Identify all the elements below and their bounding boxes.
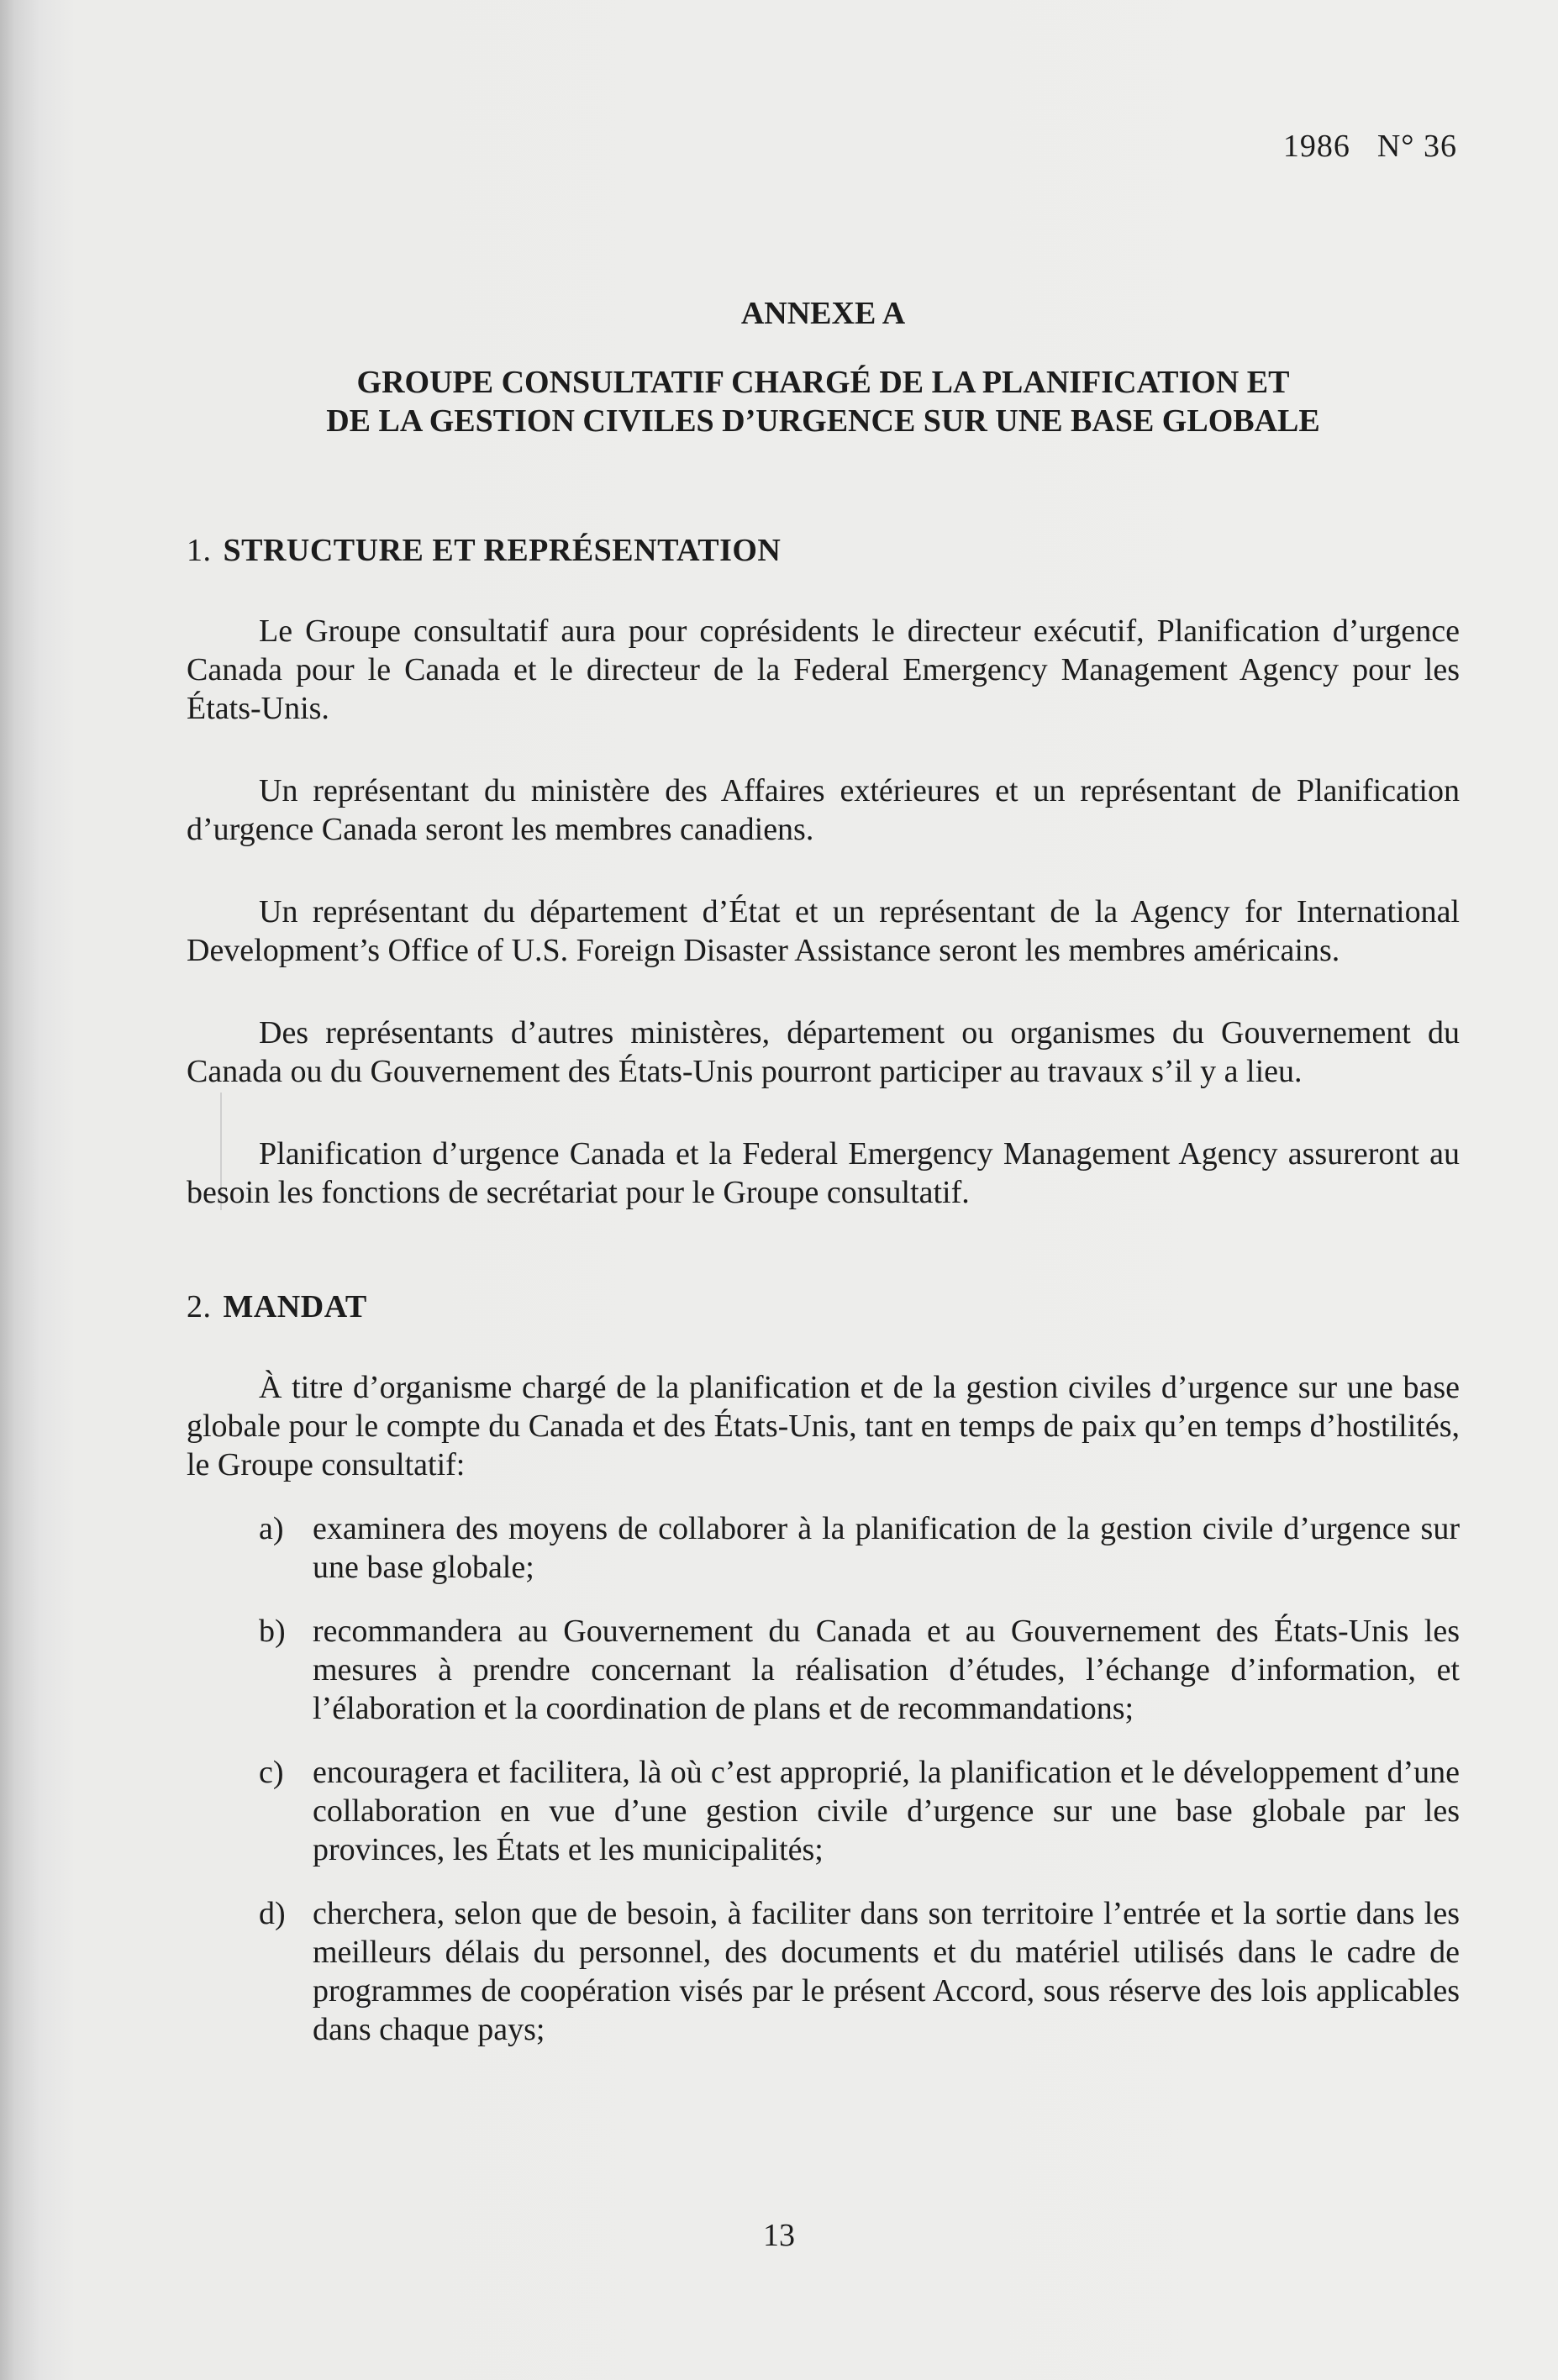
section-1-paragraph: Des représentants d’autres ministères, département ou organismes du Gouvernement du Canada ou du Gouvernement des États-Unis pourront participer au travaux s’il y a lieu. (187, 1015, 1460, 1089)
section-1-paragraph: Planification d’urgence Canada et la Federal Emergency Management Agency assureront au besoin les fonctions de secrétariat pour le Groupe consultatif. (187, 1136, 1460, 1210)
list-item (187, 1509, 1460, 1587)
list-item-text: cherchera, selon que de besoin, à faciliter dans son territoire l’entrée et la sortie dans les meilleurs délais du personnel, des documents et du matériel utilisés dans le cadre de programmes de coopération visés par le présent Accord, sous réserve des lois applicables dans chaque pays; (313, 1896, 1460, 2047)
annex-title-line-2: DE LA GESTION CIVILES D’URGENCE SUR UNE BASE GLOBALE (326, 403, 1320, 439)
annex-label: ANNEXE A (740, 296, 906, 331)
annex-title-line-1: GROUPE CONSULTATIF CHARGÉ DE LA PLANIFICATION ET (356, 365, 1290, 400)
section-2-title: MANDAT (223, 1289, 367, 1324)
document-body (187, 531, 1460, 2074)
list-item-text: encouragera et facilitera, là où c’est approprié, la planification et le développement d’une collaboration en vue d’une gestion civile d’urgence sur une base globale par les provinces, les États et les municipalités; (313, 1755, 1460, 1867)
section-1-paragraph: Un représentant du ministère des Affaires extérieures et un représentant de Planification d’urgence Canada seront les membres canadiens. (187, 773, 1460, 847)
header-number: N° 36 (1376, 129, 1457, 164)
section-1-title: STRUCTURE ET REPRÉSENTATION (223, 533, 782, 568)
section-2-intro: À titre d’organisme chargé de la planification et de la gestion civiles d’urgence sur une base globale pour le compte du Canada et des États-Unis, tant en temps de paix qu’en temps d’hostilités, le Groupe consultatif: (187, 1370, 1460, 1482)
list-item-marker: b) (259, 1614, 286, 1649)
header-year: 1986 (1282, 129, 1350, 164)
section-1-paragraph: Le Groupe consultatif aura pour coprésidents le directeur exécutif, Planification d’urgence Canada pour le Canada et le directeur de la Federal Emergency Management Agency pour les États-Unis. (187, 613, 1460, 726)
list-item-marker: d) (259, 1896, 286, 1931)
section-1-heading (187, 531, 1460, 570)
page-header (1256, 128, 1457, 165)
list-item-marker: c) (259, 1755, 284, 1790)
section-1-number: 1. (187, 533, 212, 568)
section-1-paragraph: Un représentant du département d’État et un représentant de la Agency for International Development’s Office of U.S. Foreign Disaster Assistance seront les membres américains. (187, 894, 1460, 968)
list-item-marker: a) (259, 1511, 284, 1546)
list-item (187, 1612, 1460, 1728)
mandate-list (187, 1509, 1460, 2049)
list-item-text: recommandera au Gouvernement du Canada et au Gouvernement des États-Unis les mesures à prendre concernant la réalisation d’études, l’échange d’information, et l’élaboration et la coordination de plans et de recommandations; (313, 1614, 1460, 1726)
section-2-number: 2. (187, 1289, 212, 1324)
list-item-text: examinera des moyens de collaborer à la planification de la gestion civile d’urgence sur une base globale; (313, 1511, 1460, 1585)
section-2-heading (187, 1287, 1460, 1326)
page-number: 13 (763, 2218, 795, 2253)
list-item (187, 1894, 1460, 2049)
list-item (187, 1753, 1460, 1869)
annex-title-block (187, 294, 1460, 440)
